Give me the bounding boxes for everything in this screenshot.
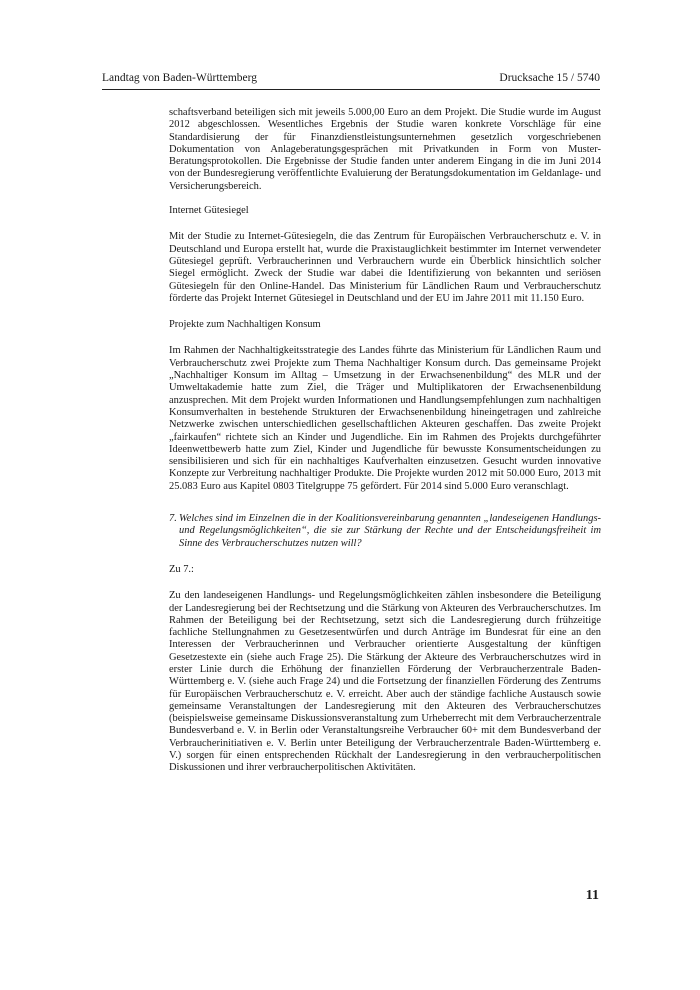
- paragraph-nachhaltiger-konsum: Im Rahmen der Nachhaltigkeitsstrategie des Landes führte das Ministerium für Ländlichen Raum und Verbraucherschutz zwei Projekte zum Thema Nachhaltiger Konsum durch. Das gemeinsame Projekt „Nachhaltiger Konsum im Alltag – Umsetzung in der Erwachsenenbildung“ des MLR und der Umweltakademie hatte zum Ziel, die Träger und Multiplikatoren der Erwachsenenbildung anzusprechen. Mit dem Projekt wurden Informationen und Handlungsempfehlungen zum nachhaltigen Konsumverhalten in bestehende Strukturen der Erwachsenenbildung hineingetragen und zahlreiche Netzwerke zwischen unterschiedlichen gesellschaftlichen Akteuren geschaffen. Das zweite Projekt „fairkaufen“ richtete sich an Kinder und Jugendliche. Ein im Rahmen des Projekts durchgeführter Ideenwettbewerb hatte zum Ziel, Kinder und Jugendliche für bewusste Konsumentscheidungen zu sensibilisieren und sich für ein nachhaltiges Kaufverhalten einzusetzen. Gesucht wurden innovative Konzepte zur Verbreitung nachhaltiger Produkte. Die Projekte wurden 2012 mit 50.000 Euro, 2013 mit 25.083 Euro aus Kapitel 0803 Titelgruppe 75 gefördert. Für 2014 sind 5.000 Euro veranschlagt.: [169, 345, 601, 492]
- header-document-number: Drucksache 15 / 5740: [499, 72, 600, 84]
- page-header: [102, 70, 600, 90]
- document-body: [169, 107, 601, 775]
- paragraph-answer-7: Zu den landeseigenen Handlungs- und Regelungsmöglichkeiten zählen insbesondere die Beteiligung der Landesregierung bei der Rechtsetzung und die Stärkung von Akteuren des Verbraucherschutzes. Im Rahmen der Beteiligung bei der Rechtsetzung, setzt sich die Landesregierung durch frühzeitige fachliche Stellungnahmen zu Gesetzesentwürfen und durch Anträge im Bundesrat für eine an den Interessen der Verbraucherinnen und Verbraucher orientierte Ausgestaltung der künftigen Gesetzestexte ein (siehe auch Frage 25). Die Stärkung der Akteure des Verbraucherschutzes wird in erster Linie durch die Erhöhung der finanziellen Förderung der Verbraucherzentrale Baden-Württemberg e. V. (siehe auch Frage 24) und die Fortsetzung der finanziellen Förderung des Zentrums für Europäischen Verbraucherschutz e. V. erreicht. Aber auch der ständige fachliche Austausch sowie gemeinsame Veranstaltungen der Landesregierung mit den Akteuren des Verbraucherschutzes (beispielsweise gemeinsame Diskussionsveranstaltung zum Urheberrecht mit dem Verbraucherzentrale Bundesverband e. V. in Berlin oder Veranstaltungsreihe Verbraucher 60+ mit dem Bundesverband der Verbraucherinitiativen e. V. Berlin unter Beteiligung der Verbraucherzentrale Baden-Württemberg e. V.) sorgen für einen entsprechenden Rückhalt der Landesregierung in den verbraucherpolitischen Diskussionen und ihrer verbraucherpolitischen Aktivitäten.: [169, 590, 601, 774]
- section-heading-internet-guetesiegel: Internet Gütesiegel: [169, 205, 249, 217]
- page-number: 11: [585, 888, 599, 903]
- question-7: [169, 513, 601, 550]
- answer-label: Zu 7.:: [169, 563, 194, 575]
- paragraph-study-conclusion: schaftsverband beteiligen sich mit jeweils 5.000,00 Euro an dem Projekt. Die Studie wurde im August 2012 abgeschlossen. Wesentliches Ergebnis der Studie waren konkrete Vorschläge für eine Standardisierung der für Finanzdienstleistungsunternehmen gesetzlich vorgeschriebenen Dokumentation von Anlageberatungsgesprächen mit Privatkunden in Form von Muster-Beratungsprotokollen. Die Ergebnisse der Studie fanden unter anderem Eingang in die im Juni 2014 von der Bundesregierung veröffentlichte Evaluierung der Beratungsdokumentation im Geldanlage- und Versicherungsbereich.: [169, 107, 601, 192]
- header-publisher: Landtag von Baden-Württemberg: [102, 72, 257, 84]
- section-heading-nachhaltiger-konsum: Projekte zum Nachhaltigen Konsum: [169, 319, 321, 331]
- paragraph-internet-guetesiegel: Mit der Studie zu Internet-Gütesiegeln, die das Zentrum für Europäischen Verbraucherschutz e. V. in Deutschland und Europa erstellt hat, wurde die Praxistauglichkeit bestimmter im Internet verwendeter Gütesiegel geprüft. Verbraucherinnen und Verbrauchern wurde ein Überblick hinsichtlich solcher Siegel ermöglicht. Zweck der Studie war dabei die Identifizierung von bekannten und seriösen Gütesiegeln für den Online-Handel. Das Ministerium für Ländlichen Raum und Verbraucherschutz förderte das Projekt Internet Gütesiegel in Deutschland und der EU im Jahre 2011 mit 11.150 Euro.: [169, 231, 601, 304]
- question-text: Welches sind im Einzelnen die in der Koalitionsvereinbarung genannten „landeseigenen Handlungs- und Regelungsmöglichkeiten“, die sie zur Stärkung der Rechte und der Entscheidungsfreiheit im Sinne des Verbraucherschutzes nutzen will?: [179, 513, 601, 549]
- question-number: 7.: [169, 513, 177, 525]
